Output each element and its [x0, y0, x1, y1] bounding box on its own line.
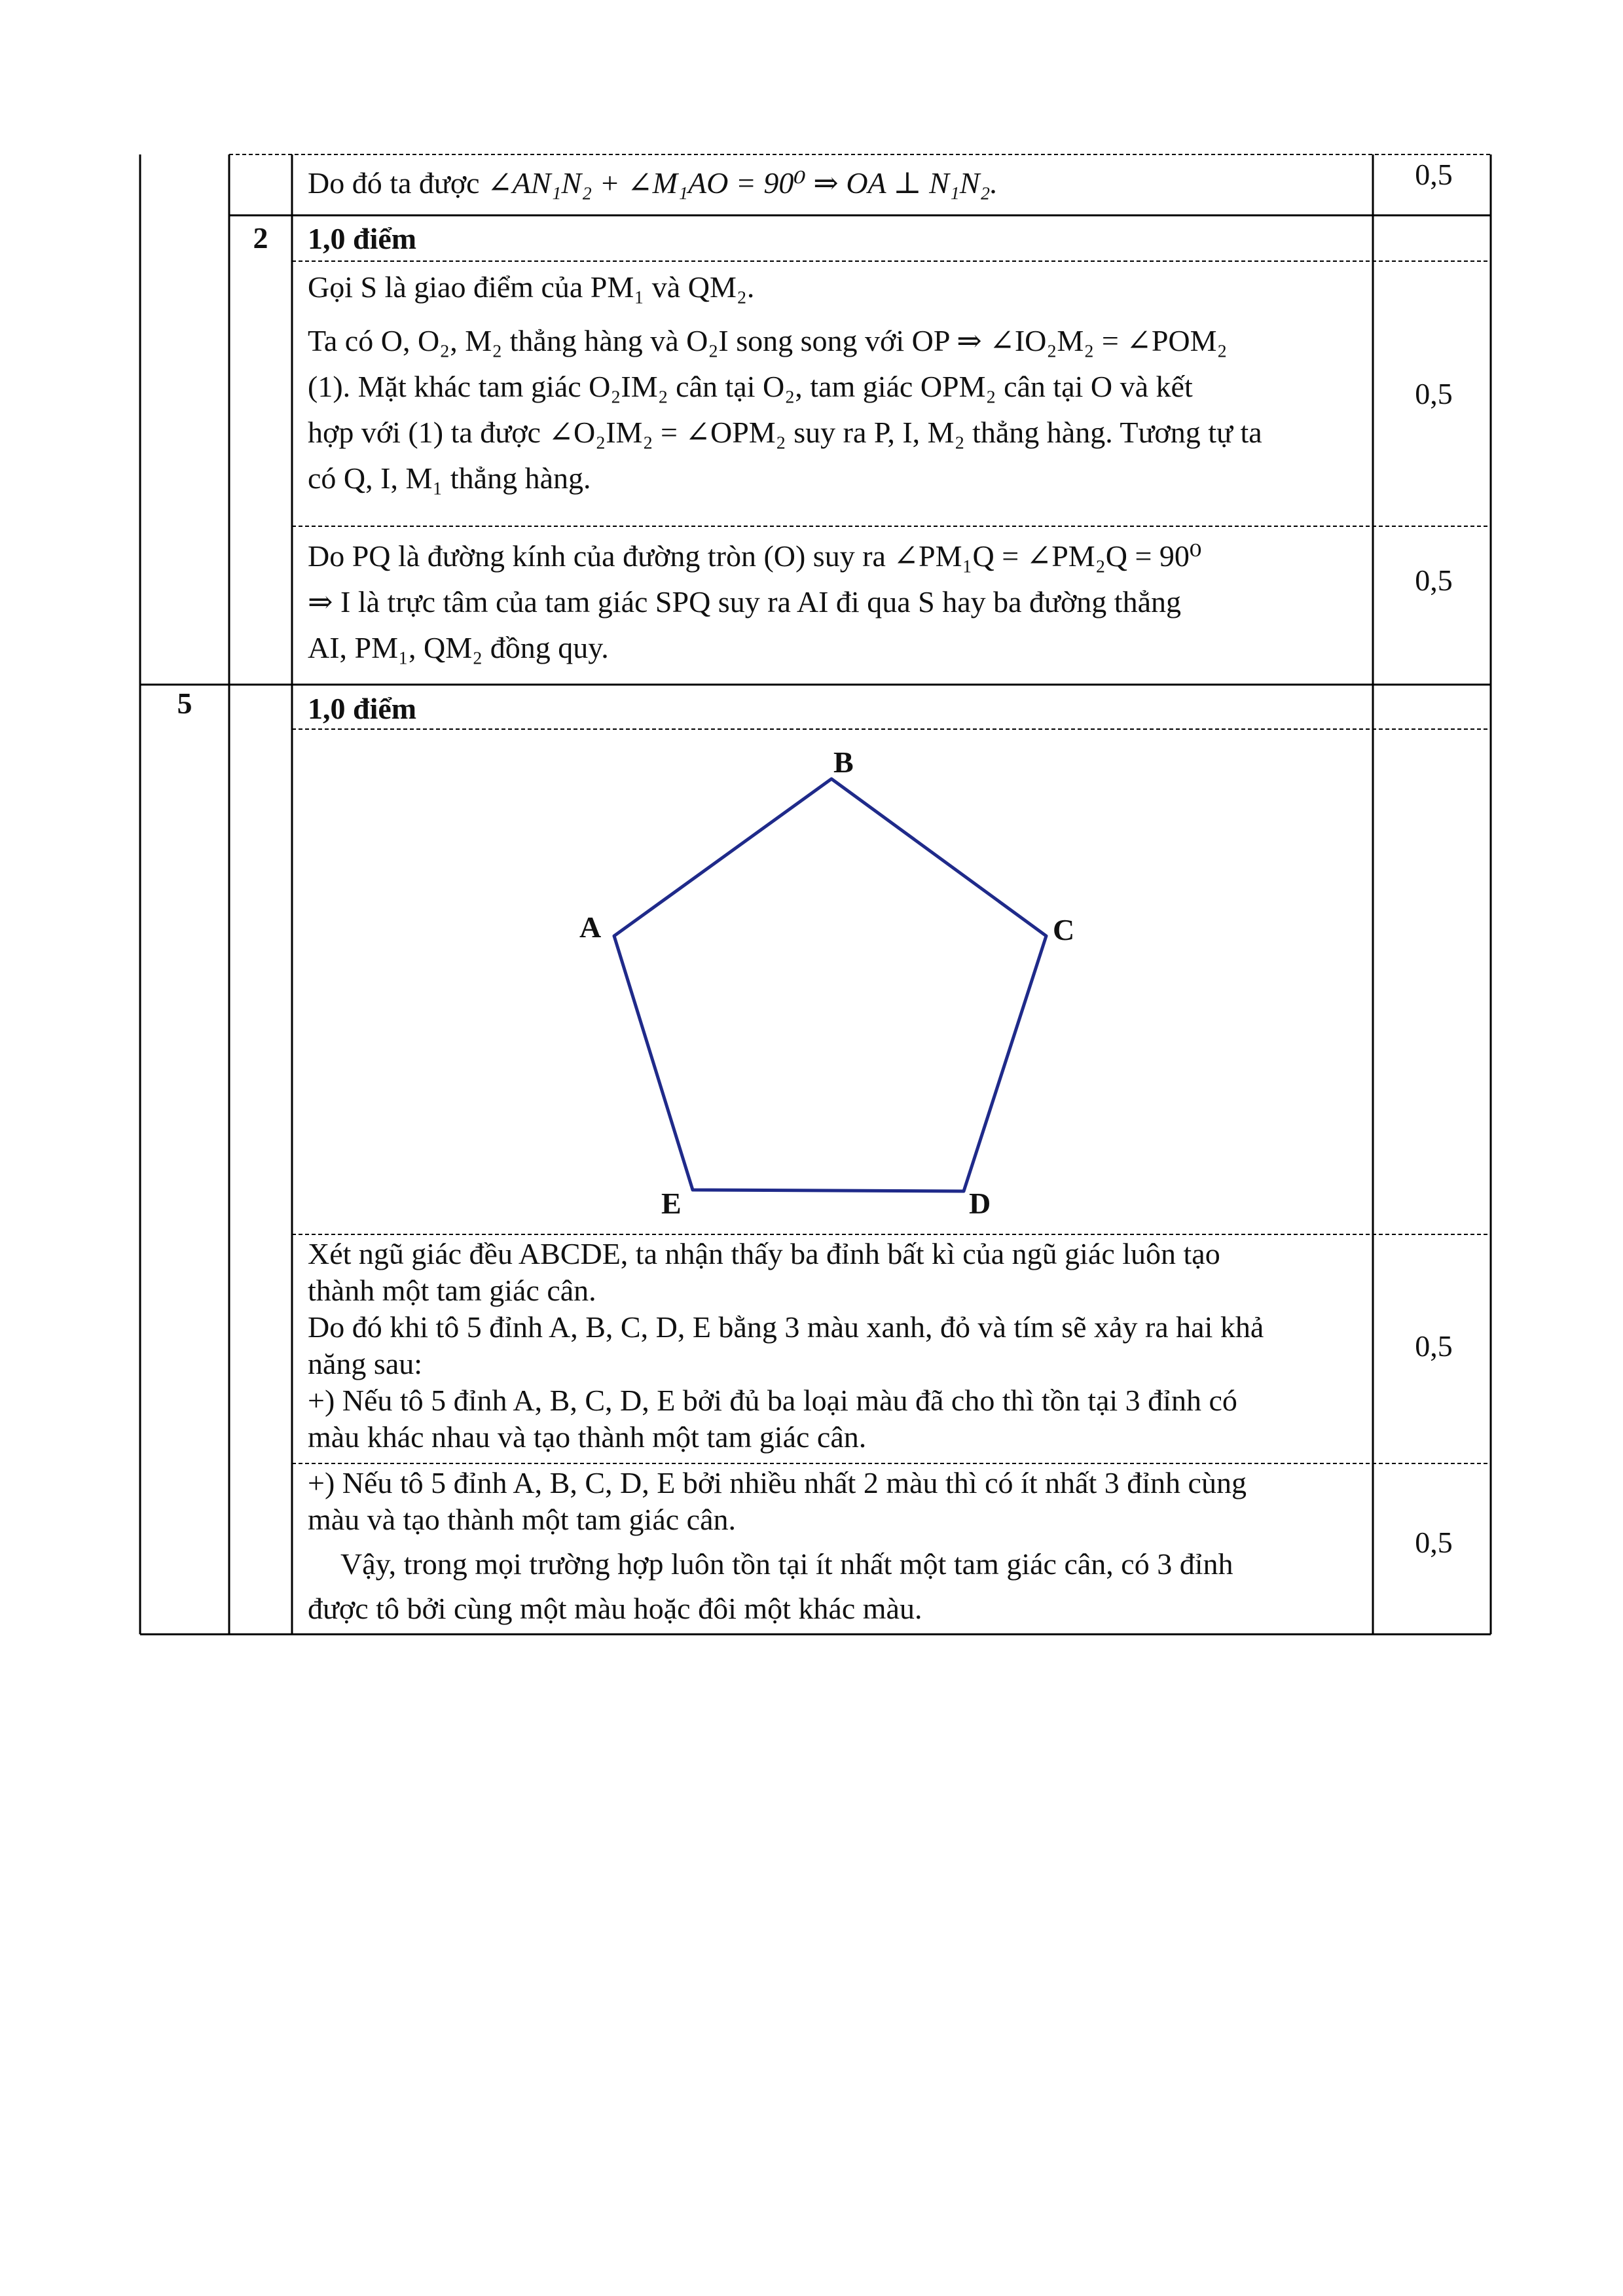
vertex-label-b: B [833, 745, 854, 779]
q5-para2-line1: +) Nếu tô 5 đỉnh A, B, C, D, E bởi nhiều nhất 2 màu thì có ít nhất 3 đỉnh cùng [308, 1466, 1247, 1499]
q5-para2-line4: được tô bởi cùng một màu hoặc đôi một khác màu. [308, 1592, 922, 1625]
vertex-label-e: E [661, 1187, 682, 1220]
q5-para2-line2: màu và tạo thành một tam giác cân. [308, 1503, 736, 1536]
q4-part2-line6: Do PQ là đường kính của đường tròn (O) suy ra ∠PM₁Q = ∠PM₂Q = 90⁰ [308, 539, 1202, 573]
vertex-label-d: D [969, 1187, 991, 1220]
q4-part2-line2: Ta có O, O₂, M₂ thẳng hàng và O₂I song song với OP ⇒ ∠IO₂M₂ = ∠POM₂ [308, 324, 1228, 357]
q5-para2-line3: Vậy, trong mọi trường hợp luôn tồn tại ít nhất một tam giác cân, có 3 đỉnh [340, 1547, 1233, 1581]
q4-part2-line5: có Q, I, M₁ thẳng hàng. [308, 461, 591, 495]
q5-para1-line2: thành một tam giác cân. [308, 1274, 596, 1307]
q5-paragraph2 [308, 1465, 1355, 1627]
pentagon-abcde [614, 779, 1046, 1191]
q5-score2: 0,5 [1415, 1526, 1453, 1559]
q4-part2-heading: 1,0 điểm [308, 222, 417, 255]
q5-number: 5 [177, 687, 192, 720]
q5-para1-line4: năng sau: [308, 1347, 423, 1380]
q4-part2-line1: Gọi S là giao điểm của PM₁ và QM₂. [308, 270, 755, 304]
q4-part2-score2: 0,5 [1415, 564, 1453, 597]
q4-part2-line8: AI, PM₁, QM₂ đồng quy. [308, 631, 609, 664]
q4-part2-score1: 0,5 [1415, 377, 1453, 410]
q5-para1-line3: Do đó khi tô 5 đỉnh A, B, C, D, E bằng 3 màu xanh, đỏ và tím sẽ xảy ra hai khả [308, 1310, 1264, 1344]
vertex-label-a: A [579, 910, 602, 944]
q5-score1: 0,5 [1415, 1329, 1453, 1363]
q4-row1-prefix: Do đó ta được [308, 166, 488, 200]
q5-heading: 1,0 điểm [308, 692, 417, 725]
q4-part2-number: 2 [253, 221, 268, 255]
q4-part2-line7: ⇒ I là trực tâm của tam giác SPQ suy ra AI đi qua S hay ba đường thẳng [308, 585, 1181, 619]
q5-para1-line5: +) Nếu tô 5 đỉnh A, B, C, D, E bởi đủ ba loại màu đã cho thì tồn tại 3 đỉnh có [308, 1384, 1237, 1417]
q4-row1-score: 0,5 [1415, 158, 1453, 191]
q5-paragraph1 [308, 1236, 1355, 1456]
q4-part2-line4: hợp với (1) ta được ∠O₂IM₂ = ∠OPM₂ suy ra P, I, M₂ thẳng hàng. Tương tự ta [308, 416, 1262, 449]
q5-para1-line6: màu khác nhau và tạo thành một tam giác cân. [308, 1420, 867, 1454]
q4-row1-math: ∠AN₁N₂ + ∠M₁AO = 90⁰ ⇒ OA ⊥ N₁N₂. [487, 166, 998, 200]
vertex-label-c: C [1053, 913, 1075, 946]
q4-part2-line3: (1). Mặt khác tam giác O₂IM₂ cân tại O₂, tam giác OPM₂ cân tại O và kết [308, 370, 1193, 403]
q5-para1-line1: Xét ngũ giác đều ABCDE, ta nhận thấy ba đỉnh bất kì của ngũ giác luôn tạo [308, 1237, 1220, 1270]
